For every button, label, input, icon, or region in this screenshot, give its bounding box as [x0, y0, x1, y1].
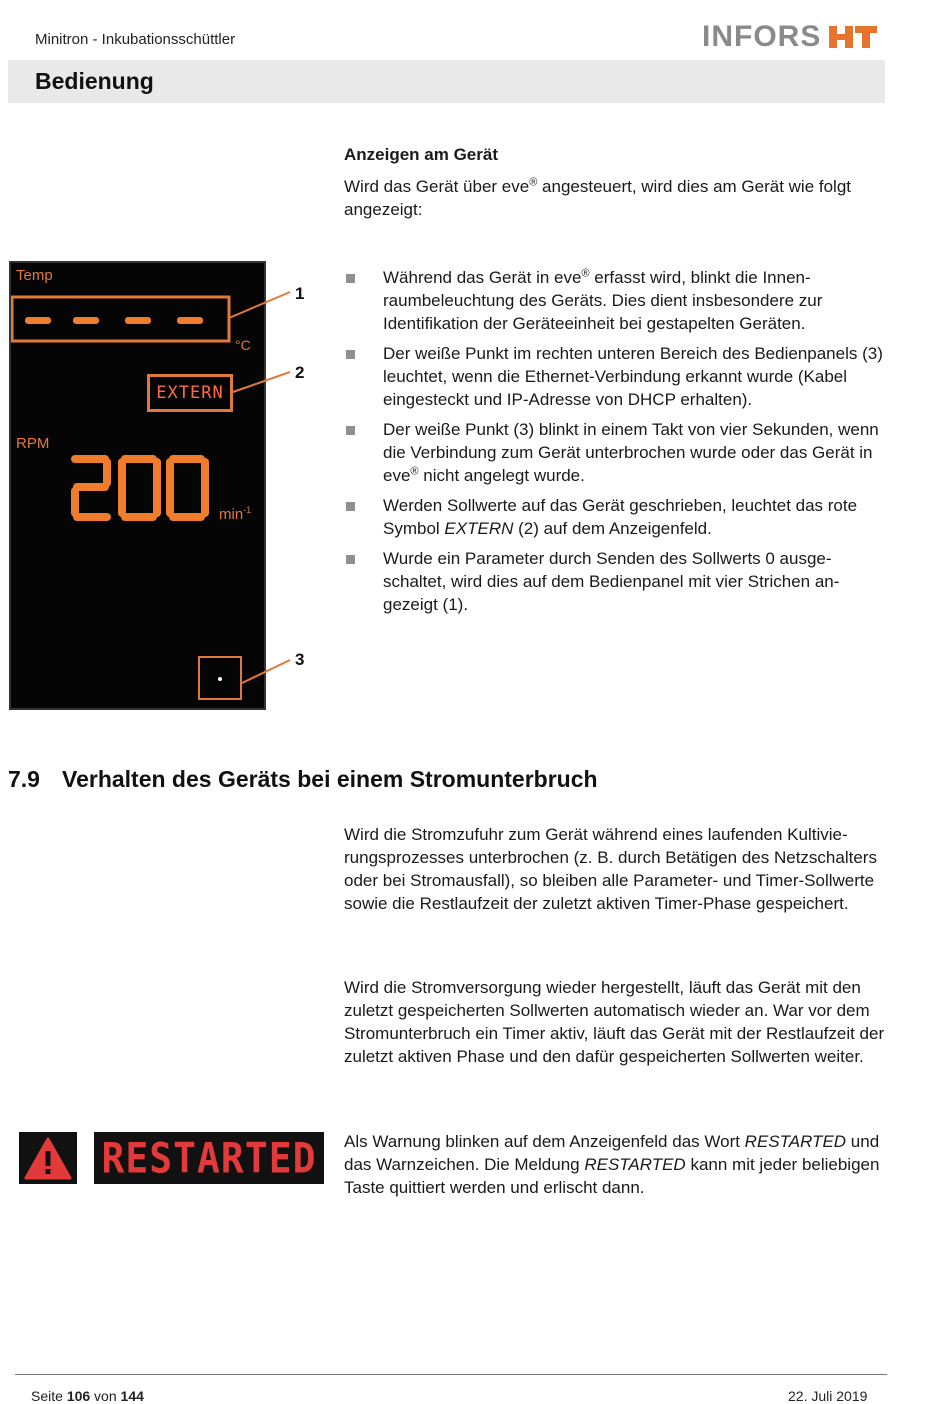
paragraph: Wird die Stromversorgung wieder hergestellt, läuft das Gerät mit den zuletzt gespeicherten Sollwerten automatisch wieder an. War vor dem Stromunterbruch ein Timer aktiv, läuft das Gerät mit der Restlaufzeit der zuletzt aktiven Phase und den dafür gespeicherten Sollwerten weiter.	[344, 978, 885, 1066]
section-title: Bedienung	[35, 68, 154, 94]
rpm-label: RPM	[16, 435, 50, 452]
list-item: Wurde ein Parameter durch Senden des Sollwerts 0 ausgeschaltet, wird dies auf dem Bedienpanel mit vier Strichen angezeigt (1).	[344, 547, 884, 616]
ethernet-dot	[218, 677, 222, 681]
min-unit: $\min^{-1}$	[219, 505, 252, 523]
callout-3: 3	[295, 650, 305, 669]
bullet-square-icon	[346, 350, 355, 359]
display-bullet-list	[344, 266, 884, 623]
callout-2: 2	[295, 363, 305, 382]
page-number: Seite 106 von 144	[31, 1388, 144, 1404]
section-heading: 7.9 Verhalten des Geräts bei einem Stromunterbruch	[8, 766, 598, 792]
temp-dashes-box	[11, 295, 233, 345]
warning-panel	[19, 1132, 77, 1184]
list-item: Während das Gerät in eve® erfasst wird, blinkt die Innenraumbeleuchtung des Geräts. Dies dient insbesondere zur Identifikation der Geräteeinheit bei gestapelten Geräten.	[344, 266, 884, 335]
celsius-unit: °C	[235, 337, 251, 353]
document-date: 22. Juli 2019	[788, 1388, 868, 1404]
display-intro: Wird das Gerät über eve® angesteuert, wird dies am Gerät wie folgt angezeigt:	[344, 176, 852, 219]
ht-badge-icon	[827, 24, 879, 50]
ethernet-indicator-box	[198, 656, 242, 700]
restarted-display	[94, 1132, 324, 1184]
bullet-square-icon	[346, 502, 355, 511]
section-title-bar	[8, 60, 885, 103]
list-item: Der weiße Punkt im rechten unteren Bereich des Bedienpanels (3) leuchtet, wenn die Ethernet-Verbindung erkannt wurde (Kabel eingesteckt und IP-Adresse von DHCP erhalten).	[344, 342, 884, 411]
document-subtitle: Minitron - Inkubationsschüttler	[35, 31, 236, 48]
rpm-seven-segment-display	[67, 453, 217, 525]
paragraph: Als Warnung blinken auf dem Anzeigenfeld das Wort RESTARTED und das Warnzeichen. Die Meldung RESTARTED kann mit jeder beliebigen Taste quittiert werden und erlischt dann.	[344, 1132, 880, 1197]
callout-1: 1	[295, 284, 305, 303]
extern-indicator	[147, 374, 233, 412]
footer-divider	[15, 1374, 887, 1375]
paragraph: Wird die Stromzufuhr zum Gerät während eines laufenden Kultivierungsprozesses unterbrochen (z. B. durch Betätigen des Netzschalters oder bei Stromausfall), so bleiben alle Parameter- und Timer-Sollwerte sowie die Restlaufzeit der zuletzt aktiven Timer-Phase gespeichert.	[344, 825, 877, 913]
restarted-text: RESTARTED	[101, 1133, 317, 1183]
infors-ht-logo	[702, 20, 879, 54]
extern-label: EXTERN	[156, 383, 224, 403]
bullet-square-icon	[346, 555, 355, 564]
device-display-panel	[9, 261, 266, 710]
list-item: Werden Sollwerte auf das Gerät geschrieben, leuchtet das rote Symbol EXTERN (2) auf dem Anzeigenfeld.	[344, 494, 884, 540]
list-item: Der weiße Punkt (3) blinkt in einem Takt von vier Sekunden, wenn die Verbindung zum Gerät unterbrochen wurde oder das Gerät in eve® nicht angelegt wurde.	[344, 418, 884, 487]
bullet-square-icon	[346, 274, 355, 283]
temp-label: Temp	[16, 267, 53, 284]
brand-name: INFORS	[702, 20, 822, 53]
warning-triangle-icon	[19, 1132, 77, 1184]
display-heading: Anzeigen am Gerät	[344, 145, 498, 164]
bullet-square-icon	[346, 426, 355, 435]
